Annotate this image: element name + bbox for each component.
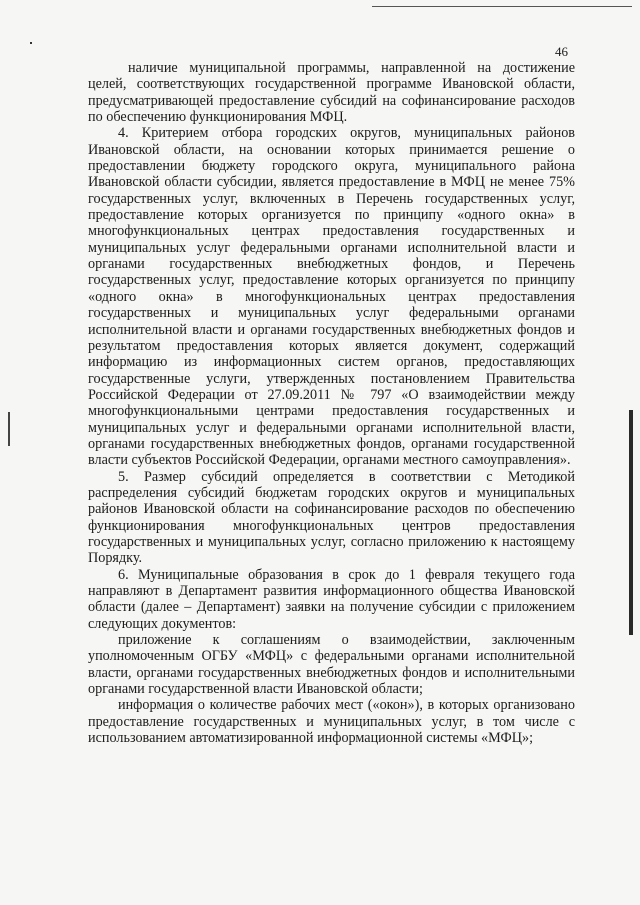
paragraph-application: 6. Муниципальные образования в срок до 1 февраля текущего года направляют в Департамент развития информационного общества Ивановской области (далее – Департамент) заявки на получение субсидии с приложением следующих документов:: [88, 566, 575, 632]
paragraph-criterion: 4. Критерием отбора городских округов, муниципальных районов Ивановской области, на основании которых принимается решение о предоставлении бюджету городского округа, муниципального района Ивановской области субсидии, является предоставление в МФЦ не менее 75% государственных услуг, включенных в Перечень государственных услуг, предоставление которых организуется по принципу «одного окна» в многофункциональных центрах предоставления государственных и муниципальных услуг федеральными органами исполнительной власти и органами государственных внебюджетных фондов, и Перечень государственных услуг, предоставление которых организуется по принципу «одного окна» в многофункциональных центрах предоставления государственных и муниципальных услуг федеральными органами исполнительной власти и органами государственных внебюджетных фондов и результатом предоставления которых является документ, содержащий информацию из информационных систем органов, предоставляющих государственные услуги, утвержденных постановлением Правительства Российской Федерации от 27.09.2011 № 797 «О взаимодействии между многофункциональными центрами предоставления государственных и муниципальных услуг и федеральными органами исполнительной власти, органами государственных внебюджетных фондов, органами государственной власти субъектов Российской Федерации, органами местного самоуправления».: [88, 125, 575, 469]
paragraph-subsidy-size: 5. Размер субсидий определяется в соответствии с Методикой распределения субсидий бюджетам городских округов и муниципальных районов Ивановской области на софинансирование расходов по обеспечению функционирования многофункциональных центров предоставления государственных и муниципальных услуг, согласно приложению к настоящему Порядку.: [88, 468, 575, 567]
page-number: 46: [555, 44, 568, 59]
document-body: [88, 60, 575, 746]
paragraph-workplaces: информация о количестве рабочих мест («окон»), в которых организовано предоставление государственных и муниципальных услуг, в том числе с использованием автоматизированной информационной системы «МФЦ»;: [88, 697, 575, 747]
scan-artifact-left-mark: [8, 412, 10, 446]
scan-artifact-line: [372, 6, 632, 7]
paragraph-appendix: приложение к соглашениям о взаимодействии, заключенным уполномоченным ОГБУ «МФЦ» с федеральными органами исполнительной власти, органами государственных внебюджетных фондов и исполнительными органами государственной власти Ивановской области;: [88, 632, 575, 698]
paragraph-program: наличие муниципальной программы, направленной на достижение целей, соответствующих государственной программе Ивановской области, предусматривающей предоставление субсидий на софинансирование расходов по обеспечению функционирования МФЦ.: [88, 60, 575, 126]
scan-artifact-dot: [30, 42, 32, 44]
scan-artifact-right-mark: [629, 410, 633, 635]
